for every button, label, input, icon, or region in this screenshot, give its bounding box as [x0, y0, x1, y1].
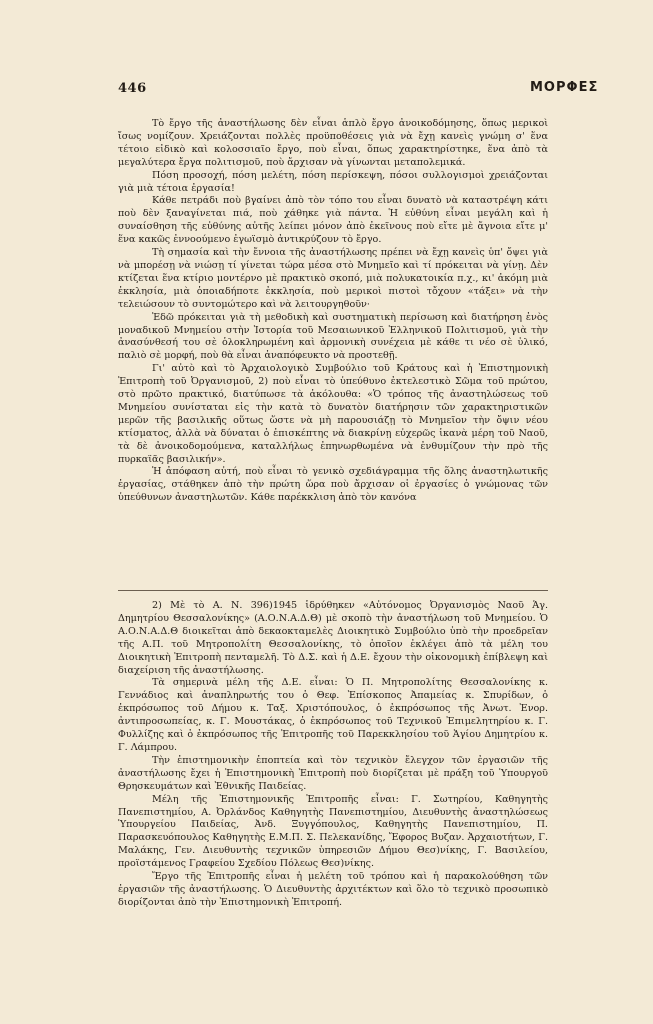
body-paragraph: Ἡ ἀπόφαση αὐτή, ποὺ εἶναι τὸ γενικὸ σχεδιάγραμμα τῆς ὅλης ἀναστηλωτικῆς ἐργασίας, στάθηκεν ἀπὸ τὴν πρώτη ὥρα ποὺ ἄρχισαν οἱ ἐργασίες ὁ γνώμονας τῶν ὑπεύθυνων ἀναστηλωτῶν. Κάθε παρέκκλιση ἀπὸ τὸν κανόνα [118, 466, 548, 504]
body-text [118, 118, 548, 505]
body-paragraph: Πόση προσοχή, πόση μελέτη, πόση περίσκεψη, πόσοι συλλογισμοὶ χρειάζονται γιὰ μιὰ τέτοια ἐργασία! [118, 169, 548, 194]
running-title: ΜΟΡΦΕΣ [530, 80, 599, 95]
footnote-divider [118, 590, 548, 591]
footnotes [118, 600, 548, 910]
footnote-paragraph: 2) Μὲ τὸ Α. Ν. 396)1945 ἱδρύθηκεν «Αὐτόνομος Ὀργανισμὸς Ναοῦ Ἁγ. Δημητρίου Θεσσαλονίκης» (Α.Ο.Ν.Α.Δ.Θ) μὲ σκοπὸ τὴν ἀναστήλωση τοῦ Μνημείου. Ὁ Α.Ο.Ν.Α.Δ.Θ διοικεῖται ἀπὸ δεκαοκταμελὲς Διοικητικὸ Συμβούλιο ὑπὸ τὴν προεδρεῖαν τῆς Α.Π. τοῦ Μητροπολίτη Θεσσαλονίκης, τὸ ὁποῖον ἐκλέγει ἀπὸ τὰ μέλη του Διοικητικὴ Ἐπιτροπὴ πενταμελῆ. Τὸ Δ.Σ. καὶ ἡ Δ.Ε. ἔχουν τὴν οἰκονομικὴ ἐπίβλεψη καὶ διαχείριση τῆς ἀναστήλωσης. [118, 600, 548, 676]
body-paragraph: Κάθε πετράδι ποὺ βγαίνει ἀπὸ τὸν τόπο του εἶναι δυνατὸ νὰ καταστρέψη κάτι ποὺ δὲν ξαναγίνεται πιά, ποὺ χάθηκε γιὰ πάντα. Ἡ εὐθύνη εἶναι μεγάλη καὶ ἡ συναίσθηση τῆς εὐθύνης αὐτῆς λείπει μόνον ἀπὸ ἐκεῖνους ποὺ εἴτε μὲ ἄγνοια εἴτε μ' ἕνα κακῶς ἐννοούμενο ἐγωϊσμὸ ἀντικρύζουν τὸ ἔργο. [118, 195, 548, 246]
body-paragraph: Γι' αὐτὸ καὶ τὸ Ἀρχαιολογικὸ Συμβούλιο τοῦ Κράτους καὶ ἡ Ἐπιστημονικὴ Ἐπιτροπὴ τοῦ Ὀργανισμοῦ, 2) ποὺ εἶναι τὸ ὑπεύθυνο ἐκτελεστικὸ Σῶμα τοῦ πρώτου, στὸ πρῶτο πρακτικό, διατύπωσε τὰ ἀκόλουθα: «Ὁ τρόπος τῆς ἀναστηλώσεως τοῦ Μνημείου συνίσταται εἰς τὴν κατὰ τὸ δυνατὸν διατήρησιν τῶν χαρακτηριστικῶν μερῶν τῆς βασιλικῆς οὕτως ὥστε νὰ μὴ παρουσιάζῃ τὸ Μνημεῖον τὴν ὄψιν νέου κτίσματος, ἀλλὰ νὰ δύναται ὁ ἐπισκέπτης νὰ διακρίνῃ εὐχερῶς ἱκανὰ μέρη τοῦ Ναοῦ, τὰ δὲ ἀνοικοδομούμενα, καταλλήλως ἐπηνωρθωμένα νὰ ἐνθυμίζουν τὴν πρὸ τῆς πυρκαϊᾶς βασιλικήν». [118, 363, 548, 465]
body-paragraph: Τὸ ἔργο τῆς ἀναστήλωσης δὲν εἶναι ἁπλὸ ἔργο ἀνοικοδόμησης, ὅπως μερικοὶ ἴσως νομίζουν. Χρειάζονται πολλὲς προϋποθέσεις γιὰ νὰ ἔχῃ κανεὶς γνώμη σ' ἕνα τέτοιο εἰδικὸ καὶ κολοσσιαῖο ἔργο, ποὺ εἶναι, ὅπως χαρακτηρίστηκε, ἕνα ἀπὸ τὰ μεγαλύτερα ἔργα πολιτισμοῦ, ποὺ ἄρχισαν νὰ γίνωνται μεταπολεμικά. [118, 118, 548, 168]
body-paragraph: Ἐδῶ πρόκειται γιὰ τὴ μεθοδικὴ καὶ συστηματικὴ περίσωση καὶ διατήρηση ἑνὸς μοναδικοῦ Μνημείου στὴν Ἱστορία τοῦ Μεσαιωνικοῦ Ἑλληνικοῦ Πολιτισμοῦ, γιὰ τὴν ἀνασύνθεσή του σὲ ὁλοκληρωμένη καὶ ἁρμονικὴ συνέχεια μὲ κάθε τι νέο σὲ ὑλικό, παλιὸ σὲ μορφή, ποὺ θὰ εἶναι ἀναπόφευκτο νὰ προστεθῇ. [118, 311, 548, 362]
footnote-paragraph: Τὴν ἐπιστημονικὴν ἐποπτεία καὶ τὸν τεχνικὸν ἔλεγχον τῶν ἐργασιῶν τῆς ἀναστήλωσης ἔχει ἡ Ἐπιστημονικὴ Ἐπιτροπὴ ποὺ διορίζεται μὲ πράξη τοῦ Ὑπουργοῦ Θρησκευμάτων καὶ Ἐθνικῆς Παιδείας. [118, 754, 548, 792]
page-number: 446 [118, 81, 147, 96]
footnote-paragraph: Ἔργο τῆς Ἐπιτροπῆς εἶναι ἡ μελέτη τοῦ τρόπου καὶ ἡ παρακολούθηση τῶν ἐργασιῶν τῆς ἀναστήλωσης. Ὁ Διευθυντὴς ἀρχιτέκτων καὶ ὅλο τὸ τεχνικὸ προσωπικὸ διορίζονται ἀπὸ τὴν Ἐπιστημονικὴ Ἐπιτροπή. [118, 871, 548, 908]
footnote-paragraph: Μέλη τῆς Ἐπιστημονικῆς Ἐπιτροπῆς εἶναι: Γ. Σωτηρίου, Καθηγητὴς Πανεπιστημίου, Α. Ὀρλάνδος Καθηγητὴς Πανεπιστημίου, Διευθυντὴς ἀναστηλώσεως Ὑπουργείου Παιδείας, Ἀνδ. Ξυγγόπουλος, Καθηγητὴς Πανεπιστημίου, Π. Παρασκευόπουλος Καθηγητὴς Ε.Μ.Π. Σ. Πελεκανίδης, Ἔφορος Βυζαν. Ἀρχαιοτήτων, Γ. Μαλάκης, Γεν. Διευθυντὴς τεχνικῶν ὑπηρεσιῶν Δήμου Θεσ)νίκης, Γ. Βασιλείου, προϊστάμενος Γραφείου Σχεδίου Πόλεως Θεσ)νίκης. [118, 793, 548, 870]
footnote-paragraph: Τὰ σημερινὰ μέλη τῆς Δ.Ε. εἶναι: Ὁ Π. Μητροπολίτης Θεσσαλονίκης κ. Γεννάδιος καὶ ἀναπληρωτής του ὁ Θεφ. Ἐπίσκοπος Ἀπαμείας κ. Σπυρίδων, ὁ ἐκπρόσωπος τοῦ Δήμου κ. Ταξ. Χριστόπουλος, ὁ ἐκπρόσωπος τῆς Ἀνωτ. Ἐνορ. ἀντιπροσωπείας, κ. Γ. Μουστάκας, ὁ ἐκπρόσωπος τοῦ Τεχνικοῦ Ἐπιμελητηρίου κ. Γ. Φυλλίζης καὶ ὁ ἐκπρόσωπος τῆς Ἐπιτροπῆς τοῦ Παρεκκλησίου τοῦ Ἁγίου Δημητρίου κ. Γ. Λάμπρου. [118, 677, 548, 753]
body-paragraph: Τὴ σημασία καὶ τὴν ἔννοια τῆς ἀναστήλωσης πρέπει νὰ ἔχῃ κανεὶς ὑπ' ὄψει γιὰ νὰ μπορέσῃ νὰ νιώσῃ τί γίνεται τώρα μέσα στὸ Μνημεῖο καὶ τί πρόκειται νὰ γίνῃ. Δὲν κτίζεται ἕνα κτίριο μοντέρνο μὲ πρακτικὸ σκοπό, μιὰ πολυκατοικία π.χ., κι' ἀκόμη μιὰ ἐκκλησία, μιὰ ὁποιαδήποτε ἐκκλησία, ποὺ μερικοὶ πιστοὶ τὄχουν «τάξει» νὰ τὴν τελειώσουν τὸ συντομώτερο καὶ νὰ λειτουργηθοῦν· [118, 247, 548, 310]
